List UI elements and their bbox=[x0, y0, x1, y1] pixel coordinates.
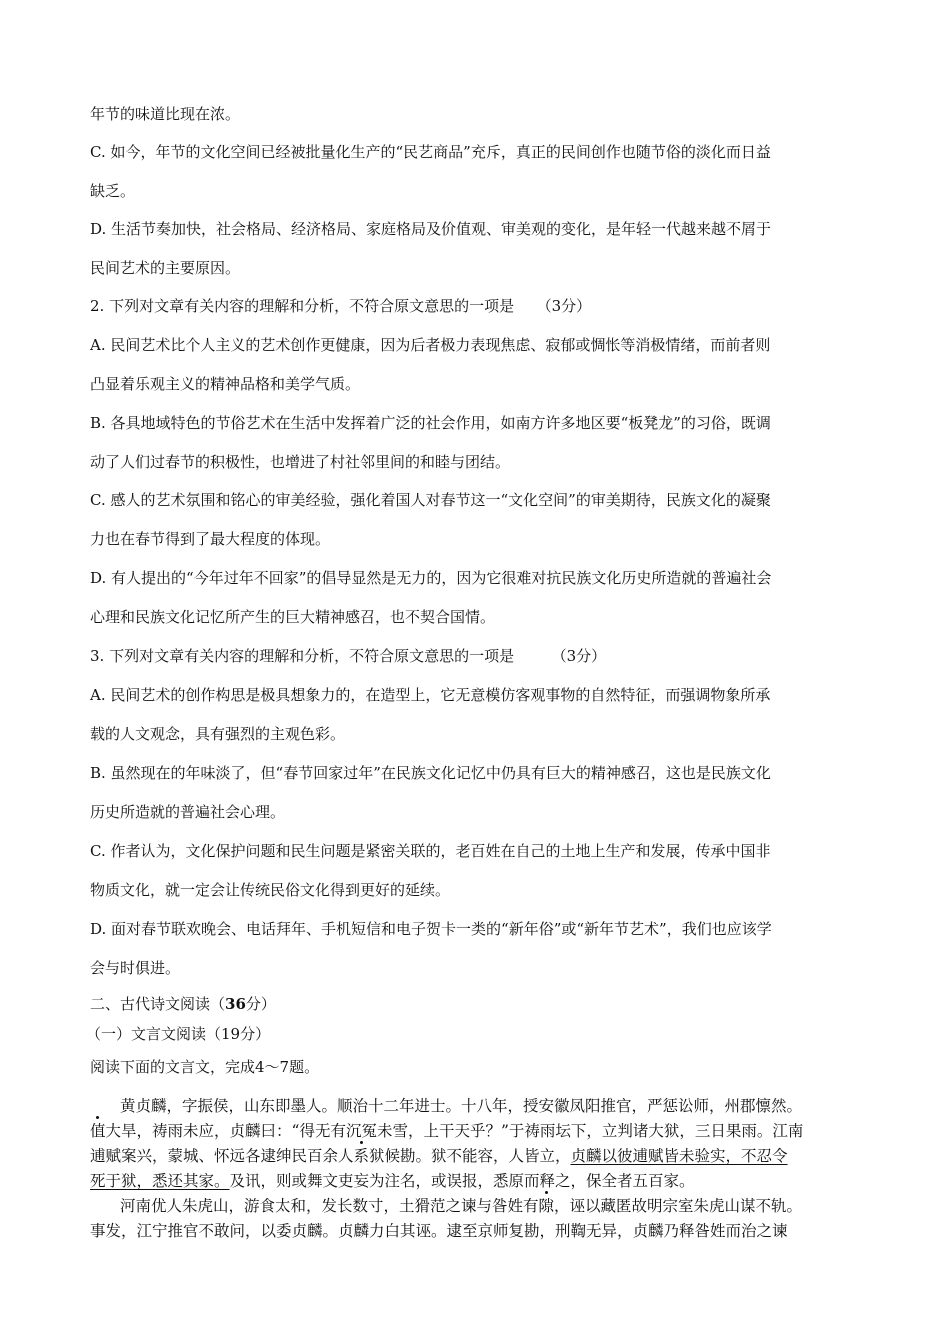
passage-line bbox=[90, 1121, 803, 1141]
question-3-option-b: B. 虽然现在的年味淡了，但“春节回家过年”在民族文化记忆中仍具有巨大的精神感召，这也是民族文化 bbox=[90, 764, 771, 782]
text-line: 力也在春节得到了最大程度的体现。 bbox=[90, 530, 331, 548]
underlined-sentence: 死于狱，悉还其家。 bbox=[90, 1172, 230, 1190]
text-line: 历史所造就的普遍社会心理。 bbox=[90, 803, 286, 821]
text-line: 心理和民族文化记忆所产生的巨大精神感召，也不契合国情。 bbox=[90, 608, 496, 626]
dotted-char: 系 bbox=[353, 1147, 370, 1165]
passage-line bbox=[90, 1146, 788, 1166]
passage-line bbox=[120, 1196, 802, 1216]
text-line: 载的人文观念，具有强烈的主观色彩。 bbox=[90, 725, 346, 743]
dotted-char: 值 bbox=[90, 1122, 106, 1140]
question-1-option-c: C. 如今，年节的文化空间已经被批量化生产的“民艺商品”充斥，真正的民间创作也随节俗的淡化而日益 bbox=[90, 143, 771, 161]
passage-text: 及讯，则或舞文吏妄为注名，或误报，悉原而释之，保全者五百家。 bbox=[229, 1172, 695, 1190]
reading-instruction: 阅读下面的文言文，完成4～7题。 bbox=[90, 1058, 320, 1076]
text-line: 民间艺术的主要原因。 bbox=[90, 259, 241, 277]
question-3-option-d: D. 面对春节联欢晚会、电话拜年、手机短信和电子贺卡一类的“新年俗”或“新年节艺术”，我们也应该学 bbox=[90, 920, 772, 938]
section-heading-score: 36 bbox=[225, 995, 246, 1013]
passage-line: 事发，江宁推官不敢问，以委贞麟。贞麟力白其诬。逮至京师复勘，刑鞫无异，贞麟乃释昝姓而治之谏 bbox=[90, 1222, 788, 1240]
question-3-option-a: A. 民间艺术的创作构思是极具想象力的，在造型上，它无意模仿客观事物的自然特征，而强调物象所承 bbox=[90, 686, 771, 704]
question-3-stem: 3. 下列对文章有关内容的理解和分析，不符合原文意思的一项是 （3分） bbox=[90, 647, 607, 665]
text-line: 缺乏。 bbox=[90, 182, 136, 200]
question-3-option-c: C. 作者认为，文化保护问题和民生问题是紧密关联的，老百姓在自己的土地上生产和发展，传承中国非 bbox=[90, 842, 771, 860]
question-2-option-b: B. 各具地域特色的节俗艺术在生活中发挥着广泛的社会作用，如南方许多地区要“板凳龙”的习俗，既调 bbox=[90, 414, 771, 432]
passage-line bbox=[90, 1171, 695, 1191]
text-line: 物质文化，就一定会让传统民俗文化得到更好的延续。 bbox=[90, 881, 451, 899]
subsection-heading: （一）文言文阅读（19分） bbox=[86, 1025, 271, 1043]
passage-line: 黄贞麟，字振侯，山东即墨人。顺治十二年进士。十八年，授安徽凤阳推官，严惩讼师，州郡懔然。 bbox=[120, 1097, 803, 1115]
question-2-option-c: C. 感人的艺术氛围和铭心的审美经验，强化着国人对春节这一“文化空间”的审美期待，民族文化的凝聚 bbox=[90, 491, 771, 509]
text-line: 动了人们过春节的积极性，也增进了村社邻里间的和睦与团结。 bbox=[90, 453, 511, 471]
question-1-option-d: D. 生活节奏加快，社会格局、经济格局、家庭格局及价值观、审美观的变化，是年轻一代越来越不屑于 bbox=[90, 220, 772, 238]
passage-text: 狱候勘。狱不能容，人皆立， bbox=[369, 1147, 571, 1165]
text-line: 年节的味道比现在浓。 bbox=[90, 105, 241, 123]
text-line: 会与时俱进。 bbox=[90, 959, 181, 977]
section-heading-prefix: 二、古代诗文阅读（ bbox=[90, 995, 226, 1013]
passage-text: 逋赋案兴，蒙城、怀远各逮绅民百余人 bbox=[90, 1147, 354, 1165]
passage-text: ，诬以藏匿故明宗室朱虎山谋不轨。 bbox=[554, 1197, 803, 1215]
passage-text: 河南优人朱虎山，游食太和，发长数寸，土猾范之谏与昝姓有 bbox=[120, 1197, 539, 1215]
text-line: 凸显着乐观主义的精神品格和美学气质。 bbox=[90, 375, 361, 393]
question-2-option-a: A. 民间艺术比个人主义的艺术创作更健康，因为后者极力表现焦虑、寂郁或惆怅等消极情绪，而前者则 bbox=[90, 336, 771, 354]
passage-text: 大旱，祷雨未应，贞麟曰：“得无有沉冤未雪，上干天乎？”于祷雨坛下，立判诸大狱，三日果雨。江南 bbox=[105, 1122, 804, 1140]
question-2-option-d: D. 有人提出的“今年过年不回家”的倡导显然是无力的，因为它很难对抗民族文化历史所造就的普遍社会 bbox=[90, 569, 772, 587]
underlined-sentence: 贞麟以彼逋赋皆未验实，不忍令 bbox=[570, 1147, 788, 1165]
section-heading-suffix: 分） bbox=[245, 995, 276, 1013]
question-2-stem: 2. 下列对文章有关内容的理解和分析，不符合原文意思的一项是 （3分） bbox=[90, 297, 592, 315]
dotted-char: 隙 bbox=[538, 1197, 555, 1215]
section-heading bbox=[90, 994, 276, 1014]
